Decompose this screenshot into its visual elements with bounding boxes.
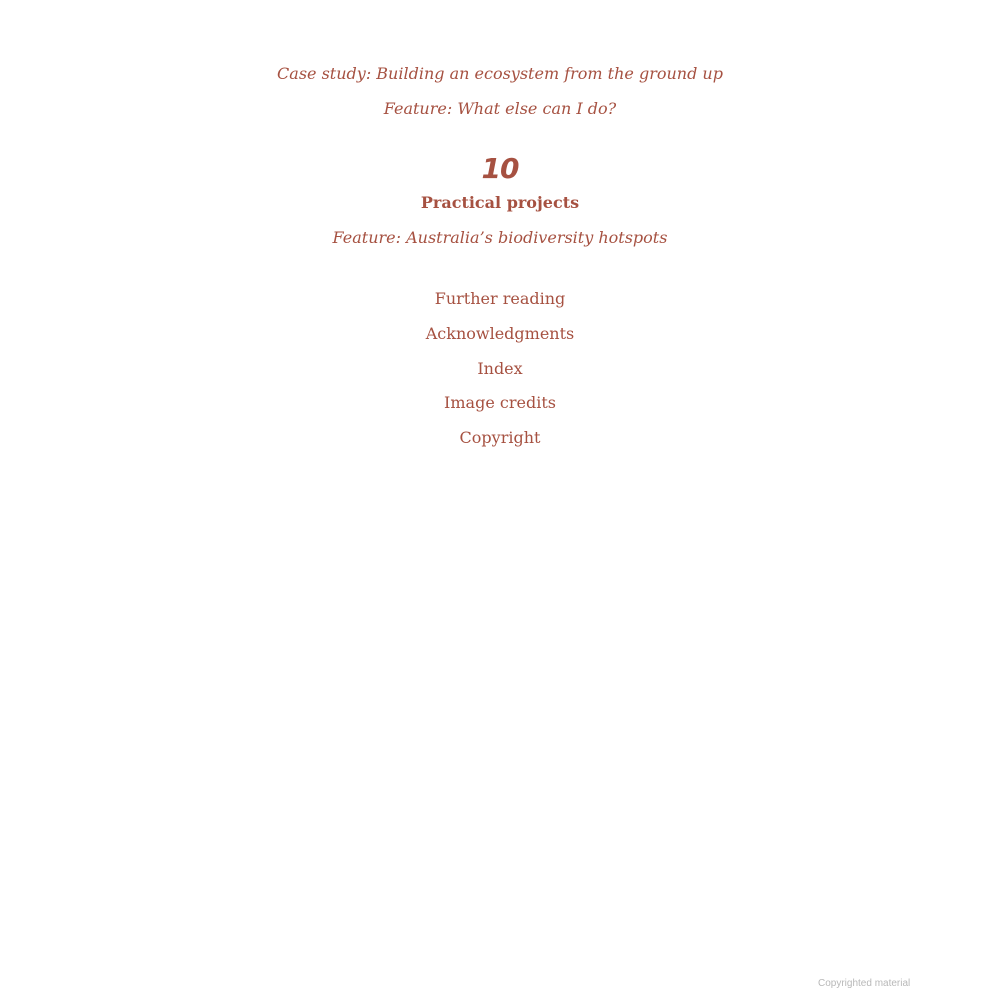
copyright-watermark: Copyrighted material xyxy=(818,978,911,989)
toc-entry-feature-what-else[interactable]: Feature: What else can I do? xyxy=(383,99,617,118)
toc-entry-index[interactable]: Index xyxy=(477,359,523,378)
toc-entry-acknowledgments[interactable]: Acknowledgments xyxy=(425,324,575,343)
toc-entry-copyright[interactable]: Copyright xyxy=(459,428,541,447)
toc-entry-feature-hotspots[interactable]: Feature: Australia’s biodiversity hotspots xyxy=(332,228,668,247)
toc-entry-further-reading[interactable]: Further reading xyxy=(434,289,566,308)
toc-entry-chapter-title[interactable]: Practical projects xyxy=(420,193,580,212)
toc-entry-case-study[interactable]: Case study: Building an ecosystem from the ground up xyxy=(277,64,723,83)
toc-entry-image-credits[interactable]: Image credits xyxy=(444,393,556,412)
chapter-number: 10 xyxy=(481,152,519,185)
